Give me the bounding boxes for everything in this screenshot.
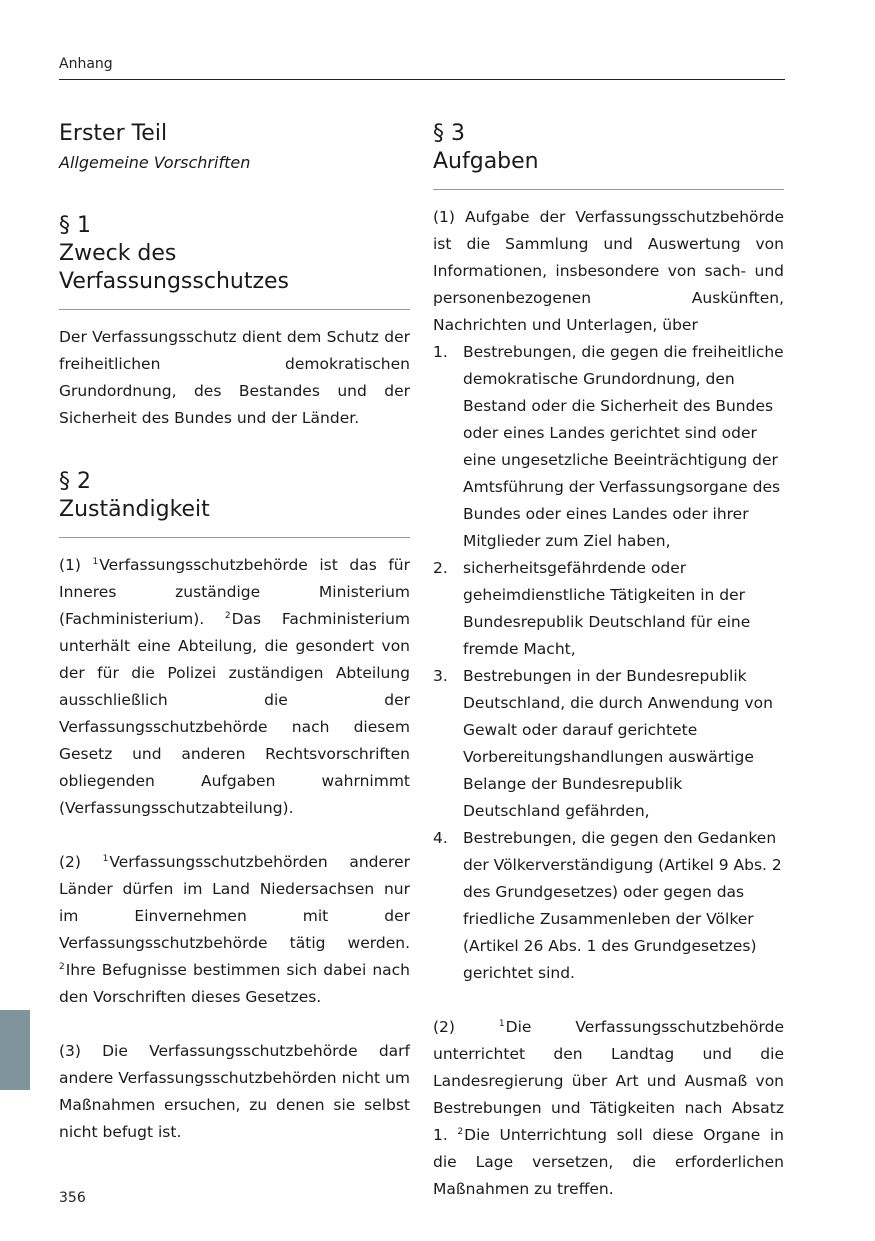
list-item-number: 1. [433, 343, 448, 361]
paragraph-1: (1) $^1$Verfassungsschutzbehörde ist das für Inneres zuständige Ministerium (Fachministerium). $^2$Das Fachministerium unterhält eine Abteilung, die gesondert von der für die Polizei zuständigen Abteilung ausschließlich die der Verfassungsschutzbehörde nach diesem Gesetz und anderen Rechtsvorschriften obliegenden Aufgaben wahrnimmt (Verfassungsschutzabteilung). [59, 556, 410, 817]
section-title: Zweck des Verfassungsschutzes [59, 241, 290, 294]
part-subtitle: Allgemeine Vorschriften [59, 153, 251, 172]
paragraph-2: (2) $^1$Die Verfassungsschutzbehörde unterrichtet den Landtag und die Landesregierung über Art und Ausmaß von Bestrebungen und Tätigkeiten nach Absatz 1. $^2$Die Unterrichtung soll diese Organe in die Lage versetzen, die erforderlichen Maßnahmen zu treffen. [433, 1018, 785, 1198]
list-item [433, 555, 784, 663]
task-list [433, 339, 784, 987]
section-rule [59, 309, 410, 310]
sentence-number: 1 [498, 1019, 505, 1029]
paragraph-3: (3) Die Verfassungsschutzbehörde darf andere Verfassungsschutzbehörden nicht um Maßnahmen ersuchen, zu denen sie selbst nicht befugt ist. [59, 1042, 410, 1141]
sentence-number: 2 [457, 1127, 464, 1137]
section-title: Aufgaben [433, 149, 539, 174]
list-item-number: 4. [433, 829, 448, 847]
left-column [59, 120, 410, 1146]
section-rule [433, 189, 784, 190]
paragraph-2: (2) $^1$Verfassungsschutzbehörden anderer Länder dürfen im Land Niedersachsen nur im Einvernehmen mit der Verfassungsschutzbehörde tätig werden. $^2$Ihre Befugnisse bestimmen sich dabei nach den Vorschriften dieses Gesetzes. [59, 853, 410, 1006]
right-column [433, 120, 784, 1203]
section-number: § 2 [59, 469, 91, 494]
page-number: 356 [59, 1190, 86, 1206]
sentence-number: 2 [59, 962, 65, 972]
chapter-side-tab [0, 1010, 30, 1090]
section-3 [433, 120, 784, 1203]
header-rule [59, 79, 785, 80]
paragraph-1: (1) Aufgabe der Verfassungsschutzbehörde ist die Sammlung und Auswertung von Informationen, insbesondere von sach- und personenbezogenen Auskünften, Nachrichten und Unterlagen, über [433, 208, 784, 334]
list-item [433, 339, 784, 555]
list-item-text: Bestrebungen in der Bundesrepublik Deutschland, die durch Anwendung von Gewalt oder darauf gerichtete Vorbereitungshandlungen auswärtige Belange der Bundesrepublik Deutschland gefährden, [463, 667, 773, 820]
list-item-number: 3. [433, 667, 448, 685]
list-item-text: Bestrebungen, die gegen die freiheitliche demokratische Grundordnung, den Bestand oder die Sicherheit des Bundes oder eines Landes gerichtet sind oder eine ungesetzliche Beeinträchtigung der Amtsführung der Verfassungsorgane des Bundes oder eines Landes oder ihrer Mitglieder zum Ziel haben, [463, 343, 784, 550]
part-title: Erster Teil [59, 121, 168, 146]
section-2 [59, 468, 410, 1146]
running-header: Anhang [59, 56, 113, 72]
section-number: § 1 [59, 213, 91, 238]
section-number: § 3 [433, 121, 465, 146]
list-item-text: sicherheitsgefährdende oder geheimdienstliche Tätigkeiten in der Bundesrepublik Deutschland für eine fremde Macht, [463, 559, 751, 658]
list-item-number: 2. [433, 559, 448, 577]
section-title: Zuständigkeit [59, 497, 210, 522]
section-1 [59, 212, 410, 432]
section-paragraph: Der Verfassungsschutz dient dem Schutz der freiheitlichen demokratischen Grundordnung, des Bestandes und der Sicherheit des Bundes und der Länder. [59, 328, 410, 427]
sentence-number: 1 [92, 557, 99, 567]
sentence-number: 1 [102, 854, 109, 864]
list-item-text: Bestrebungen, die gegen den Gedanken der Völkerverständigung (Artikel 9 Abs. 2 des Grundgesetzes) oder gegen das friedliche Zusammenleben der Völker (Artikel 26 Abs. 1 des Grundgesetzes) gerichtet sind. [463, 829, 782, 982]
list-item [433, 663, 784, 825]
sentence-number: 2 [224, 611, 231, 621]
list-item [433, 825, 784, 987]
section-rule [59, 537, 410, 538]
